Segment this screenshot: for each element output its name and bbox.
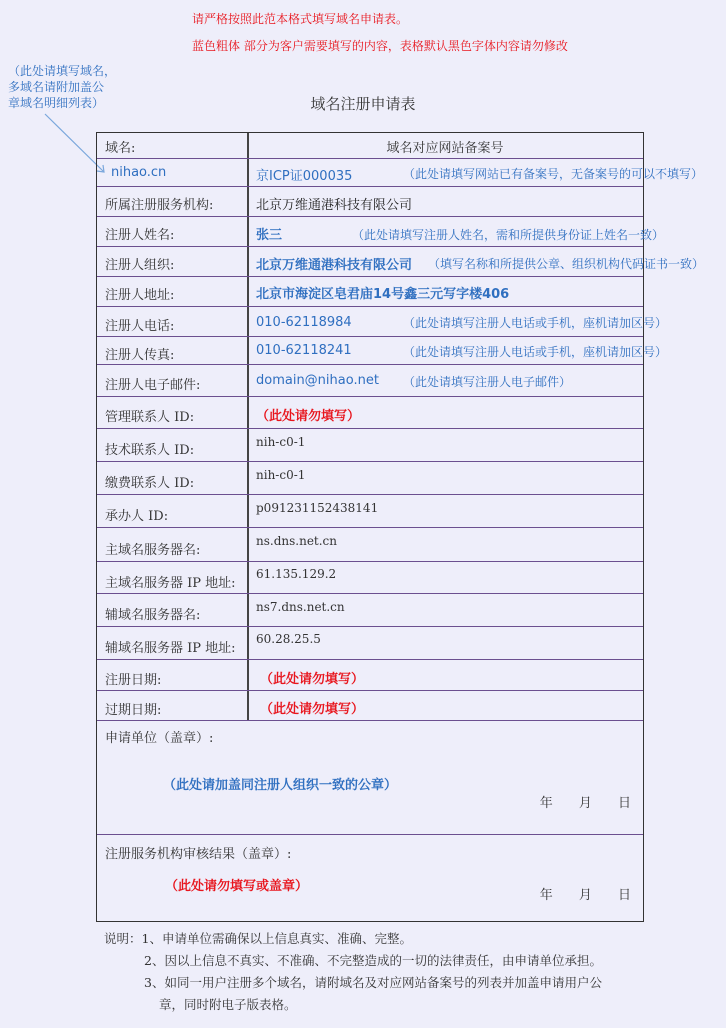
registrant-phone-value[interactable]: 010-62118984	[256, 315, 352, 330]
side-note-line: 章域名明细列表）	[8, 96, 105, 110]
table-row	[97, 690, 643, 720]
divider	[247, 187, 249, 217]
billing-contact-value[interactable]: nih-c0-1	[256, 468, 306, 482]
table-header-row	[97, 133, 643, 158]
row-label: 辅域名服务器名:	[105, 608, 201, 623]
note-item: 章，同时附电子版表格。	[159, 997, 297, 1012]
header-domain-label: 域名:	[105, 141, 136, 156]
header-icp-label: 域名对应网站备案号	[386, 141, 504, 156]
applicant-seal-label: 申请单位（盖章）:	[105, 731, 214, 746]
table-row	[97, 336, 668, 364]
divider	[247, 562, 249, 594]
row-label: 注册人组织:	[105, 258, 175, 273]
table-row	[97, 461, 643, 494]
registrant-fax-value[interactable]: 010-62118241	[256, 343, 352, 358]
row-label: 承办人 ID:	[105, 509, 169, 524]
divider	[247, 594, 249, 627]
registrant-address-value[interactable]: 北京市海淀区皂君庙14号鑫三元写字楼406	[256, 287, 510, 302]
divider	[247, 660, 249, 691]
divider	[247, 627, 249, 660]
table-row	[97, 659, 643, 690]
registrar-review-label: 注册服务机构审核结果（盖章）:	[105, 847, 292, 862]
table-row	[97, 186, 643, 216]
table-row	[97, 561, 643, 593]
table-row	[97, 593, 643, 626]
notes-prefix: 说明：	[104, 931, 142, 946]
row-label: 技术联系人 ID:	[105, 443, 195, 458]
divider	[247, 247, 249, 277]
row-hint: （此处请填写注册人电话或手机，座机请加区号）	[403, 345, 668, 359]
applicant-date: 年 月 日	[539, 796, 631, 811]
notes-section	[104, 928, 602, 1016]
row-label: 注册人传真:	[105, 348, 175, 363]
note-item: 2、因以上信息不真实、不准确、不完整造成的一切的法律责任，由申请单位承担。	[144, 953, 602, 968]
row-label: 辅域名服务器 IP 地址:	[105, 641, 236, 656]
divider	[247, 397, 249, 429]
row-label: 主域名服务器 IP 地址:	[105, 576, 236, 591]
table-row	[97, 396, 643, 428]
divider	[247, 429, 249, 462]
divider	[247, 365, 249, 397]
row-label: 注册人电子邮件:	[105, 378, 201, 393]
registration-date-value: （此处请勿填写）	[260, 672, 365, 687]
note-text: 1、申请单位需确保以上信息真实、准确、完整。	[141, 931, 412, 946]
side-note-line: （此处请填写域名，	[8, 64, 117, 78]
applicant-seal-row	[97, 720, 643, 834]
row-label: 注册日期:	[105, 673, 162, 688]
row-label: 缴费联系人 ID:	[105, 476, 195, 491]
table-row	[97, 626, 643, 659]
row-label: 注册人地址:	[105, 288, 175, 303]
divider	[247, 277, 249, 307]
row-label: 管理联系人 ID:	[105, 410, 195, 425]
divider	[247, 159, 249, 187]
admin-contact-value: （此处请勿填写）	[256, 409, 361, 424]
registrar-review-hint: （此处请勿填写或盖章）	[165, 879, 309, 894]
divider	[247, 691, 249, 721]
row-label: 注册人电话:	[105, 319, 175, 334]
divider	[247, 528, 249, 562]
instruction-notice-1: 请严格按照此范本格式填写域名申请表。	[192, 12, 409, 26]
icp-value[interactable]: 京ICP证000035	[256, 169, 353, 184]
expiry-date-value: （此处请勿填写）	[260, 702, 365, 717]
table-row	[97, 527, 643, 561]
row-hint: （此处请填写注册人电话或手机，座机请加区号）	[403, 316, 668, 330]
divider	[247, 307, 249, 337]
note-item: 3、如同一用户注册多个域名，请附域名及对应网站备案号的列表并加盖申请用户公	[144, 975, 602, 990]
applicant-seal-hint: （此处请加盖同注册人组织一致的公章）	[163, 778, 398, 793]
divider	[247, 217, 249, 247]
registrar-value[interactable]: 北京万维通港科技有限公司	[256, 198, 413, 213]
secondary-dns-ip-value[interactable]: 60.28.25.5	[256, 632, 321, 646]
instruction-notice-2: 蓝色粗体 部分为客户需要填写的内容，表格默认黑色字体内容请勿修改	[192, 39, 568, 53]
table-row	[97, 276, 643, 306]
divider	[247, 495, 249, 528]
registrant-name-value[interactable]: 张三	[256, 228, 283, 243]
side-note-line: 多域名请附加盖公	[8, 80, 105, 94]
note-item	[104, 928, 602, 950]
divider	[247, 462, 249, 495]
registrar-review-row	[97, 834, 643, 922]
table-row	[97, 246, 705, 276]
table-row	[97, 306, 668, 336]
table-row	[97, 494, 643, 527]
table-row	[97, 364, 643, 396]
row-hint: （此处请填写注册人电子邮件）	[403, 375, 572, 389]
row-label: 注册人姓名:	[105, 228, 175, 243]
primary-dns-ip-value[interactable]: 61.135.129.2	[256, 567, 337, 581]
primary-dns-value[interactable]: ns.dns.net.cn	[256, 534, 337, 548]
domain-row	[97, 158, 704, 186]
icp-hint: （此处请填写网站已有备案号，无备案号的可以不填写）	[403, 167, 704, 181]
registrant-org-value[interactable]: 北京万维通港科技有限公司	[256, 258, 413, 273]
row-label: 所属注册服务机构:	[105, 198, 214, 213]
table-row	[97, 428, 643, 461]
row-label: 主域名服务器名:	[105, 543, 201, 558]
domain-value[interactable]: nihao.cn	[111, 165, 167, 180]
row-hint: （此处请填写注册人姓名，需和所提供身份证上姓名一致）	[352, 228, 665, 242]
agent-id-value[interactable]: p091231152438141	[256, 501, 379, 515]
registrant-email-value[interactable]: domain@nihao.net	[256, 373, 379, 388]
application-form-table	[96, 132, 705, 922]
divider	[247, 337, 249, 365]
secondary-dns-value[interactable]: ns7.dns.net.cn	[256, 600, 345, 614]
registrar-review-date: 年 月 日	[539, 888, 631, 903]
row-label: 过期日期:	[105, 703, 162, 718]
table-row	[97, 216, 665, 246]
page-title: 域名注册申请表	[310, 95, 416, 113]
tech-contact-value[interactable]: nih-c0-1	[256, 435, 306, 449]
row-hint: （填写名称和所提供公章、组织机构代码证书一致）	[428, 257, 705, 271]
